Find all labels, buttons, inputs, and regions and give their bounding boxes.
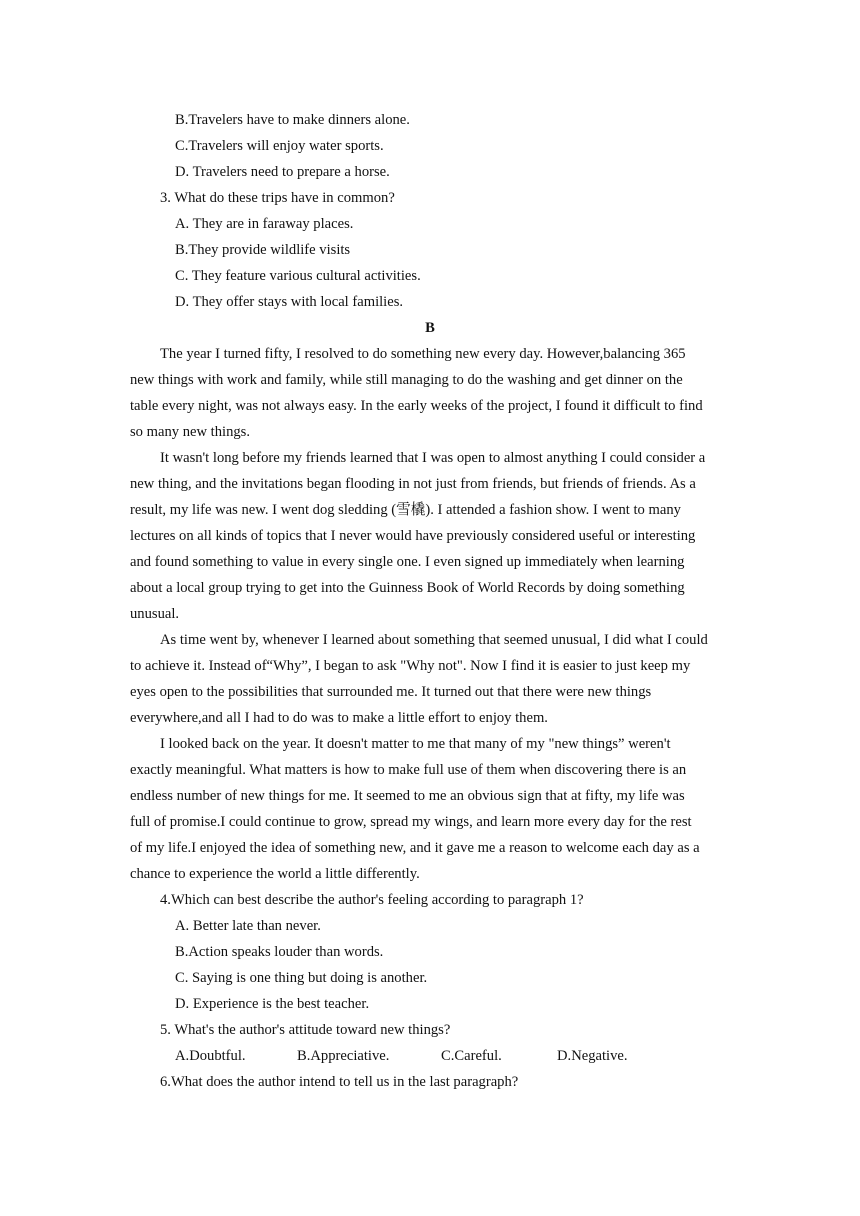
- q2-option-c: C.Travelers will enjoy water sports.: [175, 138, 384, 154]
- q3-option-c: C. They feature various cultural activities.: [175, 268, 421, 284]
- q5-option-c: C.Careful.: [441, 1048, 502, 1064]
- q5-question: 5. What's the author's attitude toward new things?: [160, 1022, 451, 1038]
- passage-line: so many new things.: [130, 424, 250, 440]
- passage-line: It wasn't long before my friends learned that I was open to almost anything I could consider a: [160, 450, 706, 466]
- q4-option-d: D. Experience is the best teacher.: [175, 996, 370, 1012]
- passage-line: result, my life was new. I went dog sledding (雪橇). I attended a fashion show. I went to many: [130, 502, 681, 518]
- q4-option-b: B.Action speaks louder than words.: [175, 944, 384, 960]
- passage-line: lectures on all kinds of topics that I never would have previously considered useful or interesting: [130, 528, 696, 544]
- passage-line: new thing, and the invitations began flooding in not just from friends, but friends of friends. As a: [130, 476, 696, 492]
- passage-line: new things with work and family, while still managing to do the washing and get dinner on the: [130, 372, 683, 388]
- passage-line: endless number of new things for me. It seemed to me an obvious sign that at fifty, my life was: [130, 788, 685, 804]
- passage-line: unusual.: [130, 606, 180, 622]
- q3-option-d: D. They offer stays with local families.: [175, 294, 404, 310]
- passage-line: The year I turned fifty, I resolved to do something new every day. However,balancing 365: [160, 346, 686, 362]
- q4-question: 4.Which can best describe the author's feeling according to paragraph 1?: [160, 892, 584, 908]
- passage-line: chance to experience the world a little differently.: [130, 866, 420, 882]
- passage-line: to achieve it. Instead of“Why”, I began to ask "Why not". Now I find it is easier to just keep my: [130, 658, 691, 674]
- section-heading: B: [425, 320, 435, 336]
- passage-line: of my life.I enjoyed the idea of something new, and it gave me a reason to welcome each day as a: [130, 840, 700, 856]
- q5-option-d: D.Negative.: [557, 1048, 628, 1064]
- q4-option-a: A. Better late than never.: [175, 918, 321, 934]
- q5-option-a: A.Doubtful.: [175, 1048, 246, 1064]
- q5-options: [175, 1047, 735, 1065]
- passage-line: I looked back on the year. It doesn't matter to me that many of my "new things” weren't: [160, 736, 671, 752]
- q6-question: 6.What does the author intend to tell us in the last paragraph?: [160, 1074, 519, 1090]
- q2-option-b: B.Travelers have to make dinners alone.: [175, 112, 410, 128]
- q3-option-a: A. They are in faraway places.: [175, 216, 354, 232]
- passage-line: table every night, was not always easy. In the early weeks of the project, I found it difficult to find: [130, 398, 703, 414]
- q4-option-c: C. Saying is one thing but doing is another.: [175, 970, 428, 986]
- q2-option-d: D. Travelers need to prepare a horse.: [175, 164, 390, 180]
- passage-line: full of promise.I could continue to grow, spread my wings, and learn more every day for the rest: [130, 814, 692, 830]
- passage-line: and found something to value in every single one. I even signed up immediately when learning: [130, 554, 685, 570]
- passage-line: everywhere,and all I had to do was to make a little effort to enjoy them.: [130, 710, 548, 726]
- q3-option-b: B.They provide wildlife visits: [175, 242, 351, 258]
- passage-line: eyes open to the possibilities that surrounded me. It turned out that there were new things: [130, 684, 652, 700]
- q3-question: 3. What do these trips have in common?: [160, 190, 395, 206]
- passage-line: about a local group trying to get into the Guinness Book of World Records by doing something: [130, 580, 685, 596]
- passage-line: As time went by, whenever I learned about something that seemed unusual, I did what I could: [160, 632, 708, 648]
- q5-option-b: B.Appreciative.: [297, 1048, 390, 1064]
- passage-line: exactly meaningful. What matters is how to make full use of them when discovering there is an: [130, 762, 687, 778]
